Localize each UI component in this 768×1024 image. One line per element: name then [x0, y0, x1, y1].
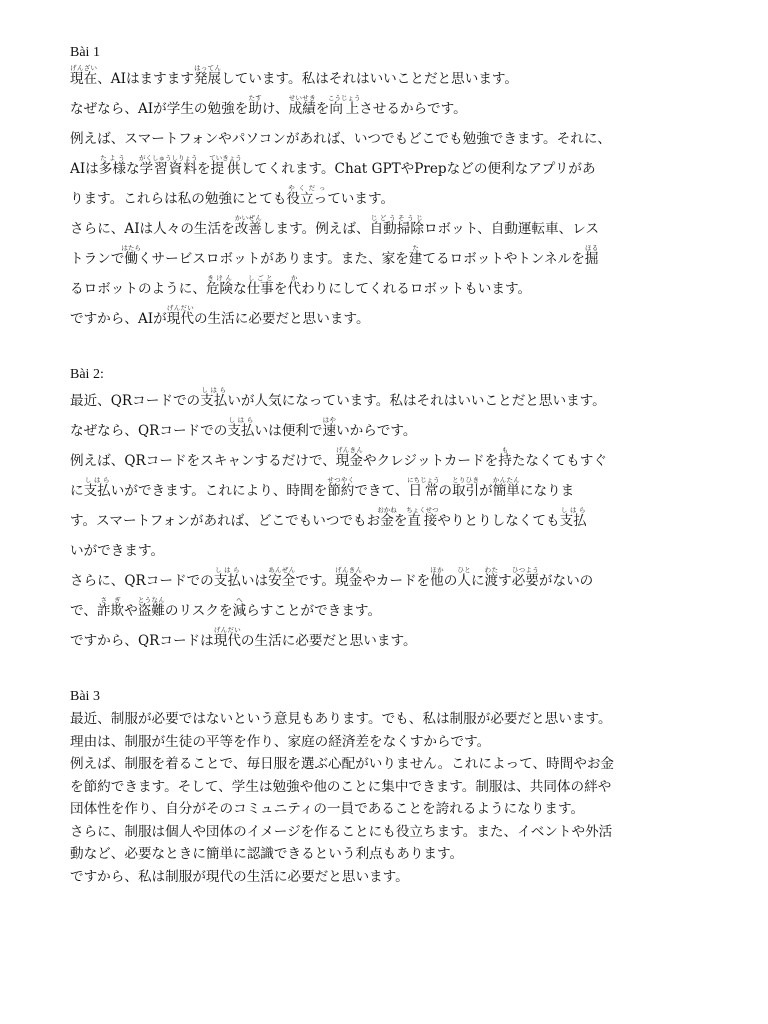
furigana-reading: せつやく [327, 476, 355, 484]
text-run: 例えば、スマートフォンやパソコンがあれば、いつでもどこでも勉強できます。それに、 [70, 131, 612, 147]
furigana-reading: げんだい [213, 626, 241, 634]
kanji-base: 向上 [328, 101, 361, 117]
kanji-base: 自動掃除 [369, 221, 424, 237]
furigana-reading: ひつよう [511, 566, 539, 574]
text-run: らすことができます。 [246, 603, 382, 619]
furigana-word [200, 386, 228, 409]
text-run: な [125, 161, 140, 177]
paragraph-line [70, 214, 710, 244]
text-run: で、 [70, 603, 97, 619]
kanji-base: 現代 [166, 311, 194, 327]
kanji-base: 代 [287, 281, 302, 297]
text-run: 理由は、制服が生徒の平等を作り、家庭の経済差をなくすからです。 [70, 733, 491, 750]
kanji-base: 現代 [213, 633, 241, 649]
kanji-base: 支払 [83, 483, 111, 499]
text-run: を節約できます。そして、学生は勉強や他のことに集中できます。制服は、共同体の絆や [70, 778, 612, 795]
paragraph-line [70, 753, 710, 776]
furigana-reading: ちょくせつ [406, 506, 439, 514]
text-run: たなくてもすぐ [511, 453, 607, 469]
kanji-base: 減 [232, 603, 247, 619]
furigana-reading: さぎ [96, 596, 125, 604]
furigana-word [205, 274, 234, 297]
furigana-word [213, 566, 241, 589]
text-run: の [438, 483, 452, 499]
furigana-word [139, 154, 198, 177]
kanji-base: 支払 [227, 423, 255, 439]
text-run: 団体性を作り、自分がそのコミュニティの一員であることを誇れるようになります。 [70, 801, 585, 817]
kanji-base: 発展 [193, 71, 222, 87]
text-run: トランで [70, 251, 125, 267]
kanji-base: 取引 [451, 483, 480, 499]
furigana-word [287, 274, 302, 297]
text-run: ですから、QRコードは [70, 633, 214, 649]
text-run: の生活に必要だと思います。 [193, 311, 370, 327]
text-run: ります。これらは私の勉強にとても [70, 191, 287, 207]
furigana-reading: かんたん [492, 476, 520, 484]
paragraph-line [70, 566, 710, 596]
text-run: や [124, 603, 138, 619]
furigana-word [457, 566, 471, 589]
kanji-base: 提供 [209, 161, 242, 177]
furigana-word [268, 566, 296, 589]
paragraph-line [70, 64, 710, 94]
furigana-reading: たよう [98, 154, 126, 162]
kanji-base: 建 [408, 251, 423, 267]
text-run: ですから、AIが [70, 311, 167, 327]
text-run: いは便利で [254, 423, 323, 439]
kanji-base: 現在 [70, 71, 98, 87]
furigana-word [377, 506, 397, 529]
furigana-reading: せいせき [288, 94, 316, 102]
furigana-word [369, 214, 424, 237]
kanji-base: 現金 [335, 573, 363, 589]
furigana-reading: ひと [457, 566, 471, 574]
document-page [70, 44, 710, 888]
furigana-reading: げんざい [70, 64, 98, 72]
furigana-word [498, 446, 512, 469]
furigana-reading: しはら [213, 566, 241, 574]
kanji-base: 持 [498, 453, 512, 469]
furigana-reading: しはら [227, 416, 255, 424]
kanji-base: 働 [121, 251, 141, 267]
paragraph-line [70, 626, 710, 656]
text-run: させるからです。 [359, 101, 467, 117]
furigana-word [166, 304, 194, 327]
furigana-reading: あんぜん [268, 566, 296, 574]
furigana-word [137, 596, 165, 619]
text-run: ですから、私は制服が現代の生活に必要だと思います。 [70, 868, 409, 885]
kanji-base: 渡 [484, 573, 499, 589]
kanji-base: 人 [457, 573, 471, 589]
text-run: しています。私はそれはいいことだと思います。 [221, 71, 519, 87]
paragraph-line [70, 866, 710, 889]
furigana-word [327, 476, 355, 499]
furigana-word [322, 416, 337, 439]
section-heading: Bài 3 [70, 689, 100, 704]
text-run: す [498, 573, 512, 589]
text-run: AIは [70, 161, 99, 177]
text-run: さらに、AIは人々の生活を [70, 221, 235, 237]
kanji-base: 掘 [584, 251, 599, 267]
furigana-word [121, 244, 141, 267]
furigana-word [492, 476, 520, 499]
paragraph-line [70, 386, 710, 416]
kanji-base: 他 [430, 573, 444, 589]
text-run: の生活に必要だと思います。 [240, 633, 417, 649]
text-run: を [197, 161, 211, 177]
paragraph-line [70, 476, 710, 506]
paragraph-line [70, 596, 710, 626]
kanji-base: 危険 [205, 281, 234, 297]
furigana-reading: やくだっ [286, 184, 328, 192]
text-run: いができます。これにより、時間を [110, 483, 328, 499]
text-run: に [470, 573, 485, 589]
paragraph-line [70, 446, 710, 476]
text-run: なぜなら、AIが学生の勉強を [70, 101, 249, 117]
furigana-reading: げんきん [335, 446, 363, 454]
kanji-base: 仕事 [246, 281, 274, 297]
kanji-base: 成績 [288, 101, 316, 117]
text-run: 例えば、QRコードをスキャンするだけで、 [70, 453, 336, 469]
paragraph-line [70, 304, 710, 334]
kanji-base: 盗難 [137, 603, 165, 619]
kanji-base: 多様 [98, 161, 126, 177]
text-run: 最近、制服が必要ではないという意見もあります。でも、私は制服が必要だと思います。 [70, 711, 612, 727]
text-run: を [315, 101, 330, 117]
text-run: てるロボットやトンネルを [422, 251, 585, 267]
text-run: やりとりしなくても [437, 513, 560, 529]
text-run: です。 [295, 573, 335, 589]
furigana-word [246, 274, 274, 297]
text-run: け、 [261, 101, 289, 117]
kanji-base: 詐欺 [96, 603, 125, 619]
furigana-word [559, 506, 587, 529]
text-run: なぜなら、QRコードでの [70, 423, 228, 439]
text-run: できて、 [354, 483, 409, 499]
section-heading: Bài 2: [70, 367, 104, 382]
kanji-base: 直接 [406, 513, 439, 529]
furigana-word [584, 244, 599, 267]
furigana-reading: げんきん [335, 566, 363, 574]
text-run: いからです。 [336, 423, 417, 439]
kanji-base: 支払 [200, 393, 228, 409]
document-body [70, 44, 710, 888]
text-run: やカードを [362, 573, 431, 589]
paragraph-line [70, 416, 710, 446]
kanji-base: 現金 [335, 453, 363, 469]
furigana-reading: かいぜん [234, 214, 262, 222]
kanji-base: 日常 [407, 483, 440, 499]
paragraph-line [70, 776, 710, 799]
furigana-word [83, 476, 111, 499]
text-run: いが人気になっています。私はそれはいいことだと思います。 [227, 393, 606, 409]
paragraph-line [70, 821, 710, 844]
paragraph-line [70, 154, 710, 184]
text-run: す。スマートフォンがあれば、どこでもいつでもお [70, 513, 381, 529]
text-run: るロボットのように、 [70, 281, 206, 297]
furigana-reading: も [498, 446, 512, 454]
kanji-base: 金 [377, 513, 397, 529]
furigana-reading: はってん [193, 64, 222, 72]
furigana-reading: た [408, 244, 423, 252]
text-run: を [393, 513, 408, 529]
furigana-word [430, 566, 444, 589]
furigana-word [232, 596, 247, 619]
paragraph-line [70, 731, 710, 754]
furigana-reading: きけん [205, 274, 234, 282]
furigana-word [408, 244, 423, 267]
furigana-reading: か [287, 274, 302, 282]
furigana-word [209, 154, 242, 177]
text-run: に [70, 483, 84, 499]
paragraph-line [70, 244, 710, 274]
kanji-base: 学習資料 [139, 161, 198, 177]
kanji-base: 役立っ [286, 191, 328, 207]
text-run: いは [240, 573, 269, 589]
furigana-reading: はたら [121, 244, 141, 252]
furigana-word [335, 566, 363, 589]
furigana-reading: ほる [584, 244, 599, 252]
text-run: の [443, 573, 458, 589]
furigana-reading: しはら [83, 476, 111, 484]
text-run: 最近、QRコードでの [70, 393, 201, 409]
text-run: いができます。 [70, 543, 165, 559]
furigana-reading: がくしゅうしりょう [139, 154, 198, 162]
furigana-reading: はや [322, 416, 337, 424]
text-run: になりま [519, 483, 575, 499]
furigana-reading: ていきょう [209, 154, 242, 162]
text-run: くサービスロボットがあります。また、家を [137, 251, 409, 267]
furigana-reading: じどうそうじ [369, 214, 424, 222]
text-run: やクレジットカードを [362, 453, 499, 469]
furigana-word [406, 506, 439, 529]
furigana-word [511, 566, 539, 589]
kanji-base: 速 [322, 423, 337, 439]
text-run: さらに、制服は個人や団体のイメージを作ることにも役立ちます。また、イベントや外活 [70, 823, 613, 840]
furigana-word [193, 64, 222, 87]
paragraph-line [70, 506, 710, 536]
furigana-word [234, 214, 262, 237]
furigana-reading: げんだい [166, 304, 194, 312]
text-run: がないの [538, 573, 594, 589]
furigana-word [248, 94, 262, 117]
furigana-reading: へ [232, 596, 247, 604]
text-run: さらに、QRコードでの [70, 573, 214, 589]
text-run: ています。 [327, 191, 395, 207]
furigana-word [328, 94, 361, 117]
paragraph-line [70, 184, 710, 214]
furigana-reading: おかね [377, 506, 397, 514]
furigana-word [227, 416, 255, 439]
furigana-word [70, 64, 98, 87]
paragraph-line [70, 536, 710, 566]
text-run: を [273, 281, 288, 297]
furigana-reading: しごと [246, 274, 274, 282]
furigana-word [335, 446, 363, 469]
furigana-reading: とりひき [451, 476, 480, 484]
furigana-word [451, 476, 480, 499]
text-run: わりにしてくれるロボットもいます。 [301, 281, 532, 297]
furigana-word [288, 94, 316, 117]
text-run: 、AIはますます [97, 71, 194, 87]
text-run: 例えば、制服を着ることで、毎日服を選ぶ心配がいりません。これによって、時間やお金 [70, 756, 615, 772]
kanji-base: 助 [248, 101, 262, 117]
furigana-reading: とうなん [137, 596, 165, 604]
furigana-word [213, 626, 241, 649]
text-run: が [479, 483, 493, 499]
text-run: な [233, 281, 247, 297]
kanji-base: 支払 [559, 513, 587, 529]
furigana-word [407, 476, 440, 499]
kanji-base: 簡単 [492, 483, 520, 499]
text-run: してくれます。Chat GPTやPrepなどの便利なアプリがあ [240, 161, 596, 177]
kanji-base: 必要 [511, 573, 539, 589]
paragraph-line [70, 708, 710, 731]
text-run: します。例えば、 [261, 221, 370, 237]
furigana-reading: わた [484, 566, 499, 574]
paragraph-line [70, 94, 710, 124]
paragraph-line [70, 274, 710, 304]
paragraph-line [70, 843, 710, 866]
kanji-base: 支払 [213, 573, 241, 589]
furigana-word [98, 154, 126, 177]
paragraph-line [70, 124, 710, 154]
furigana-reading: こうじょう [328, 94, 361, 102]
furigana-word [286, 184, 328, 207]
kanji-base: 節約 [327, 483, 355, 499]
text-run: ロボット、自動運転車、レス [423, 221, 600, 237]
text-run: 動など、必要なときに簡単に認識できるという利点もあります。 [70, 846, 464, 862]
furigana-word [96, 596, 125, 619]
text-run: のリスクを [164, 603, 233, 619]
kanji-base: 改善 [234, 221, 262, 237]
furigana-reading: ほか [430, 566, 444, 574]
paragraph-line [70, 798, 710, 821]
furigana-reading: にちじょう [407, 476, 440, 484]
furigana-word [484, 566, 499, 589]
kanji-base: 安全 [268, 573, 296, 589]
section-heading: Bài 1 [70, 45, 100, 60]
furigana-reading: しはら [200, 386, 228, 394]
furigana-reading: しはら [559, 506, 587, 514]
furigana-reading: たす [248, 94, 262, 102]
